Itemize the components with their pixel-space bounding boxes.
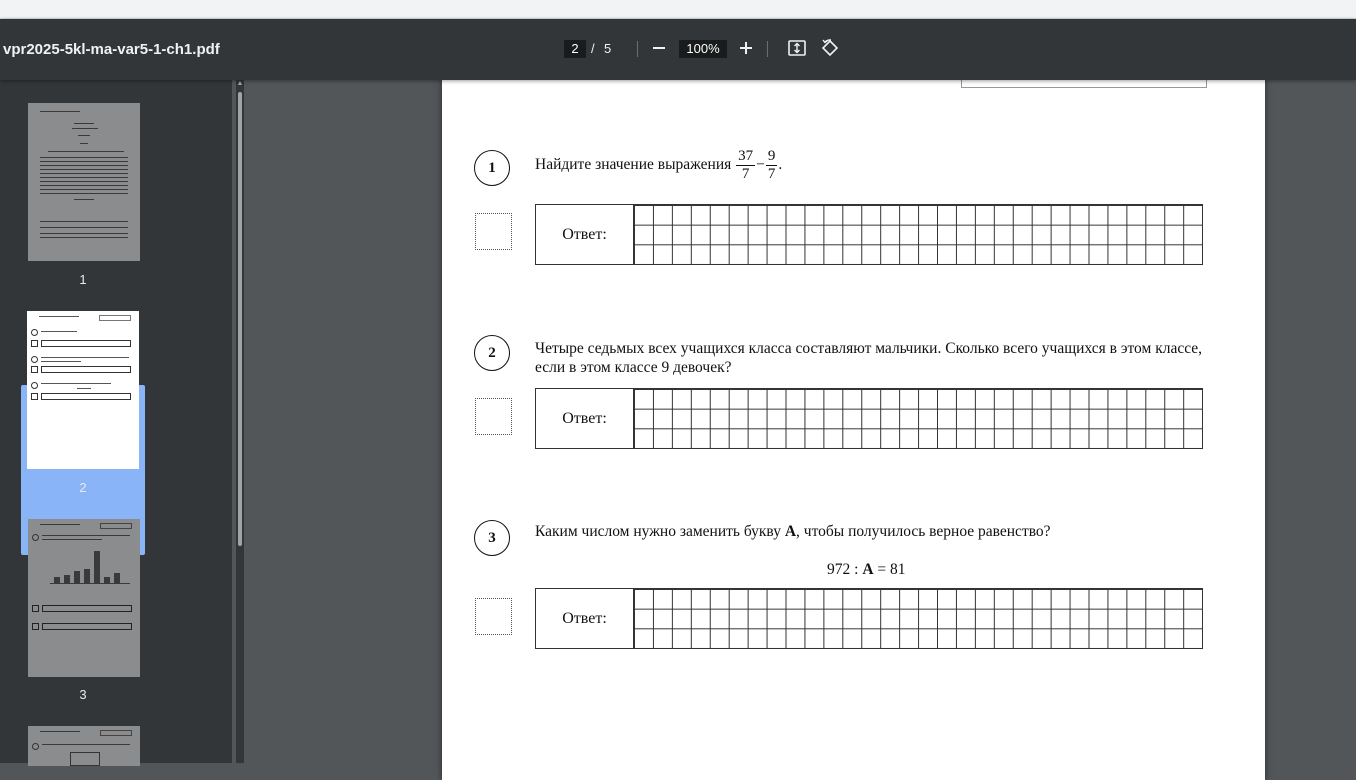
current-page-input[interactable]: 2	[564, 40, 586, 58]
answer-table	[535, 388, 1203, 449]
question-2-text: Четыре седьмых всех учащихся класса составляют мальчики. Сколько всего учащихся в этом классе, если в этом классе 9 девочек?	[535, 340, 1203, 376]
rotate-button[interactable]	[818, 36, 842, 60]
scrollbar-thumb[interactable]	[238, 92, 242, 546]
total-pages: 5	[604, 41, 612, 56]
answer-label: Ответ:	[536, 589, 634, 648]
fraction-1	[736, 148, 755, 183]
fraction-2-denominator: 7	[767, 166, 776, 182]
fit-page-button[interactable]	[785, 36, 809, 60]
zoom-in-button[interactable]	[734, 36, 758, 60]
question-3-prompt-end: , чтобы получилось верное равенство?	[796, 523, 1051, 540]
question-1-prompt: Найдите значение выражения	[535, 156, 732, 174]
minus-operator: −	[756, 156, 765, 174]
score-box	[475, 598, 512, 635]
question-3-letter: А	[784, 523, 797, 540]
question-3-text	[535, 522, 1051, 541]
question-3-equation	[827, 560, 906, 579]
score-box	[475, 398, 512, 435]
score-box	[475, 213, 512, 250]
page-separator: /	[591, 41, 595, 56]
fraction-1-denominator: 7	[741, 166, 750, 182]
thumbnail-label-3: 3	[79, 687, 87, 702]
plus-icon	[739, 41, 753, 55]
question-number: 1	[474, 150, 510, 186]
question-1-period: .	[778, 156, 783, 174]
equation-right: = 81	[873, 561, 906, 578]
answer-label: Ответ:	[536, 389, 634, 448]
question-number: 3	[474, 520, 510, 556]
question-1-text	[535, 148, 782, 183]
question-number: 2	[474, 335, 510, 371]
zoom-level-input[interactable]: 100%	[679, 40, 727, 58]
zoom-out-button[interactable]	[647, 36, 671, 60]
toolbar-divider	[767, 41, 768, 57]
equation-left: 972 :	[827, 561, 863, 578]
fraction-2	[766, 148, 778, 183]
document-title: vpr2025-5kl-ma-var5-1-ch1.pdf	[3, 41, 220, 58]
page-thumbnail-4[interactable]	[28, 726, 140, 766]
fraction-1-numerator: 37	[738, 148, 754, 164]
thumbnail-label-2: 2	[79, 480, 87, 495]
toolbar-divider	[637, 41, 638, 57]
answer-table	[535, 588, 1203, 649]
thumbnail-label-1: 1	[79, 272, 87, 287]
answer-grid	[634, 205, 1202, 264]
question-3-prompt-start: Каким числом нужно заменить букву	[535, 523, 785, 540]
page-thumbnail-2[interactable]	[27, 311, 139, 469]
fit-page-icon	[788, 40, 806, 56]
pdf-page	[442, 60, 1265, 780]
answer-grid	[634, 389, 1202, 448]
answer-label: Ответ:	[536, 205, 634, 264]
answer-table	[535, 204, 1203, 265]
answer-grid	[634, 589, 1202, 648]
page-thumbnail-1[interactable]	[28, 103, 140, 261]
minus-icon	[652, 41, 666, 55]
rotate-icon	[820, 38, 840, 58]
fraction-2-numerator: 9	[767, 148, 776, 164]
sidebar-scrollbar[interactable]	[236, 80, 244, 763]
browser-top-bar	[0, 0, 1356, 19]
thumbnail-sidebar	[0, 80, 232, 763]
equation-letter: А	[862, 561, 874, 578]
pdf-toolbar	[0, 19, 1356, 80]
scroll-up-icon[interactable]: ▲	[236, 80, 244, 87]
page-thumbnail-3[interactable]	[28, 519, 140, 677]
